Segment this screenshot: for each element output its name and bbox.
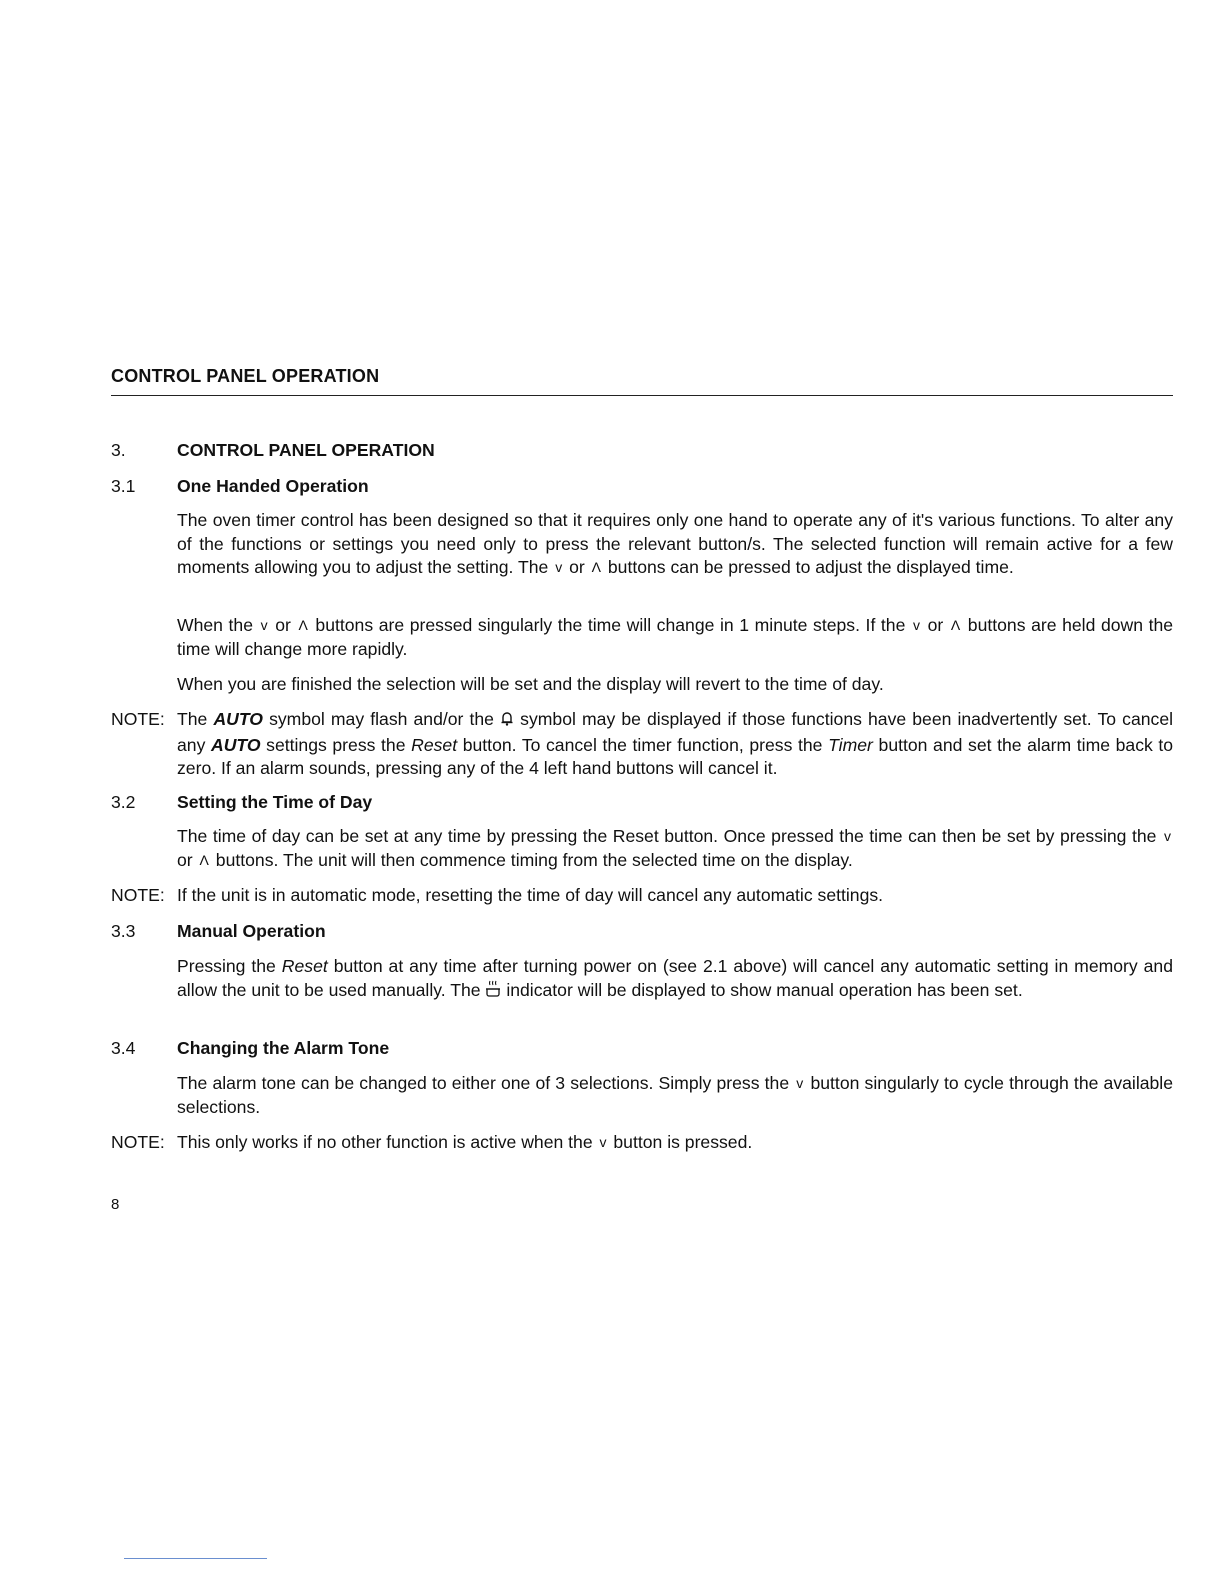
text: The <box>177 709 208 729</box>
note-label: NOTE: <box>111 1132 165 1152</box>
text: The oven timer control has been designed so that it requires only one hand to operate any of it's various functions. To alter any of the functions or settings you need only to press the relevant button/s. The selected function will remain active for a few moments allowing you to adjust the setting. The <box>177 510 1173 577</box>
text: buttons. The unit will then commence timing from the selected time on the display. <box>215 849 853 870</box>
auto-label: AUTO <box>213 709 263 729</box>
note-body <box>177 1131 1173 1155</box>
down-arrow-glyph: v <box>599 1134 607 1150</box>
text: indicator will be displayed to show manual operation has been set. <box>506 979 1023 1000</box>
text: or <box>927 615 944 635</box>
auto-label: AUTO <box>211 734 261 755</box>
text: Pressing the <box>177 956 276 976</box>
down-arrow-glyph: v <box>555 559 563 575</box>
text: button at any time after turning power on (see 2.1 above) will cancel any automatic setting in memory and allow the unit to be used manually. The <box>177 956 1174 1000</box>
text: settings press the <box>266 734 406 755</box>
section-number: 3.4 <box>111 1038 136 1058</box>
down-arrow-glyph: v <box>796 1075 804 1091</box>
text: This only works if no other function is active when the <box>177 1132 593 1152</box>
paragraph-3-3 <box>177 955 1173 1004</box>
text: symbol may flash and/or the <box>269 709 494 729</box>
page-number: 8 <box>111 1196 120 1213</box>
up-arrow-glyph: Λ <box>199 851 209 868</box>
note-body: If the unit is in automatic mode, resetting the time of day will cancel any automatic settings. <box>177 885 884 905</box>
up-arrow-glyph: Λ <box>950 617 961 633</box>
section-number: 3.1 <box>111 476 136 496</box>
section-number: 3. <box>111 440 126 460</box>
paragraph-3-1-a <box>177 509 1173 580</box>
text: buttons can be pressed to adjust the displayed time. <box>607 557 1014 577</box>
header-rule <box>111 395 1173 396</box>
section-title: Setting the Time of Day <box>177 792 373 812</box>
paragraph-3-1-b <box>177 614 1173 661</box>
bell-icon <box>500 710 514 734</box>
text: or <box>569 557 585 577</box>
note-label: NOTE: <box>111 885 165 905</box>
running-header: CONTROL PANEL OPERATION <box>111 366 380 386</box>
note-1 <box>111 708 1173 780</box>
paragraph-3-2 <box>177 825 1173 872</box>
section-title: Changing the Alarm Tone <box>177 1038 390 1058</box>
timer-label: Timer <box>828 734 873 755</box>
text: The alarm tone can be changed to either one of 3 selections. Simply press the <box>177 1073 790 1093</box>
section-number: 3.2 <box>111 792 136 812</box>
text: or <box>275 615 291 635</box>
reset-label: Reset <box>411 734 458 755</box>
note-body <box>177 708 1173 781</box>
section-title: One Handed Operation <box>177 476 369 496</box>
text: or <box>177 849 193 870</box>
text: When the <box>177 615 254 635</box>
section-title: CONTROL PANEL OPERATION <box>177 440 435 460</box>
down-arrow-glyph: v <box>912 617 920 633</box>
note-label: NOTE: <box>111 709 165 729</box>
down-arrow-glyph: v <box>260 617 268 633</box>
text: button singularly to cycle through the available selections. <box>177 1073 1173 1117</box>
up-arrow-glyph: Λ <box>591 559 601 575</box>
text: button is pressed. <box>613 1132 753 1152</box>
text: button. To cancel the timer function, press the <box>462 734 823 755</box>
section-title: Manual Operation <box>177 921 326 941</box>
text: buttons are held down the time will change more rapidly. <box>177 615 1174 659</box>
cook-pot-icon <box>485 980 501 1005</box>
text: button and set the alarm time back to zero. If an alarm sounds, pressing any of the 4 left hand buttons will cancel it. <box>177 734 1174 778</box>
paragraph-3-1-c: When you are finished the selection will be set and the display will revert to the time of day. <box>177 674 884 694</box>
bottom-rule <box>124 1558 267 1559</box>
text: buttons are pressed singularly the time will change in 1 minute steps. If the <box>315 615 906 635</box>
section-number: 3.3 <box>111 921 136 941</box>
down-arrow-glyph: v <box>1164 828 1172 844</box>
paragraph-3-4 <box>177 1072 1173 1119</box>
text: symbol may be displayed if those functions have been inadvertently set. To cancel any <box>177 709 1174 755</box>
text: The time of day can be set at any time by pressing the Reset button. Once pressed the time can then be set by pressing the <box>177 826 1157 846</box>
up-arrow-glyph: Λ <box>298 617 308 633</box>
reset-label: Reset <box>281 956 328 976</box>
